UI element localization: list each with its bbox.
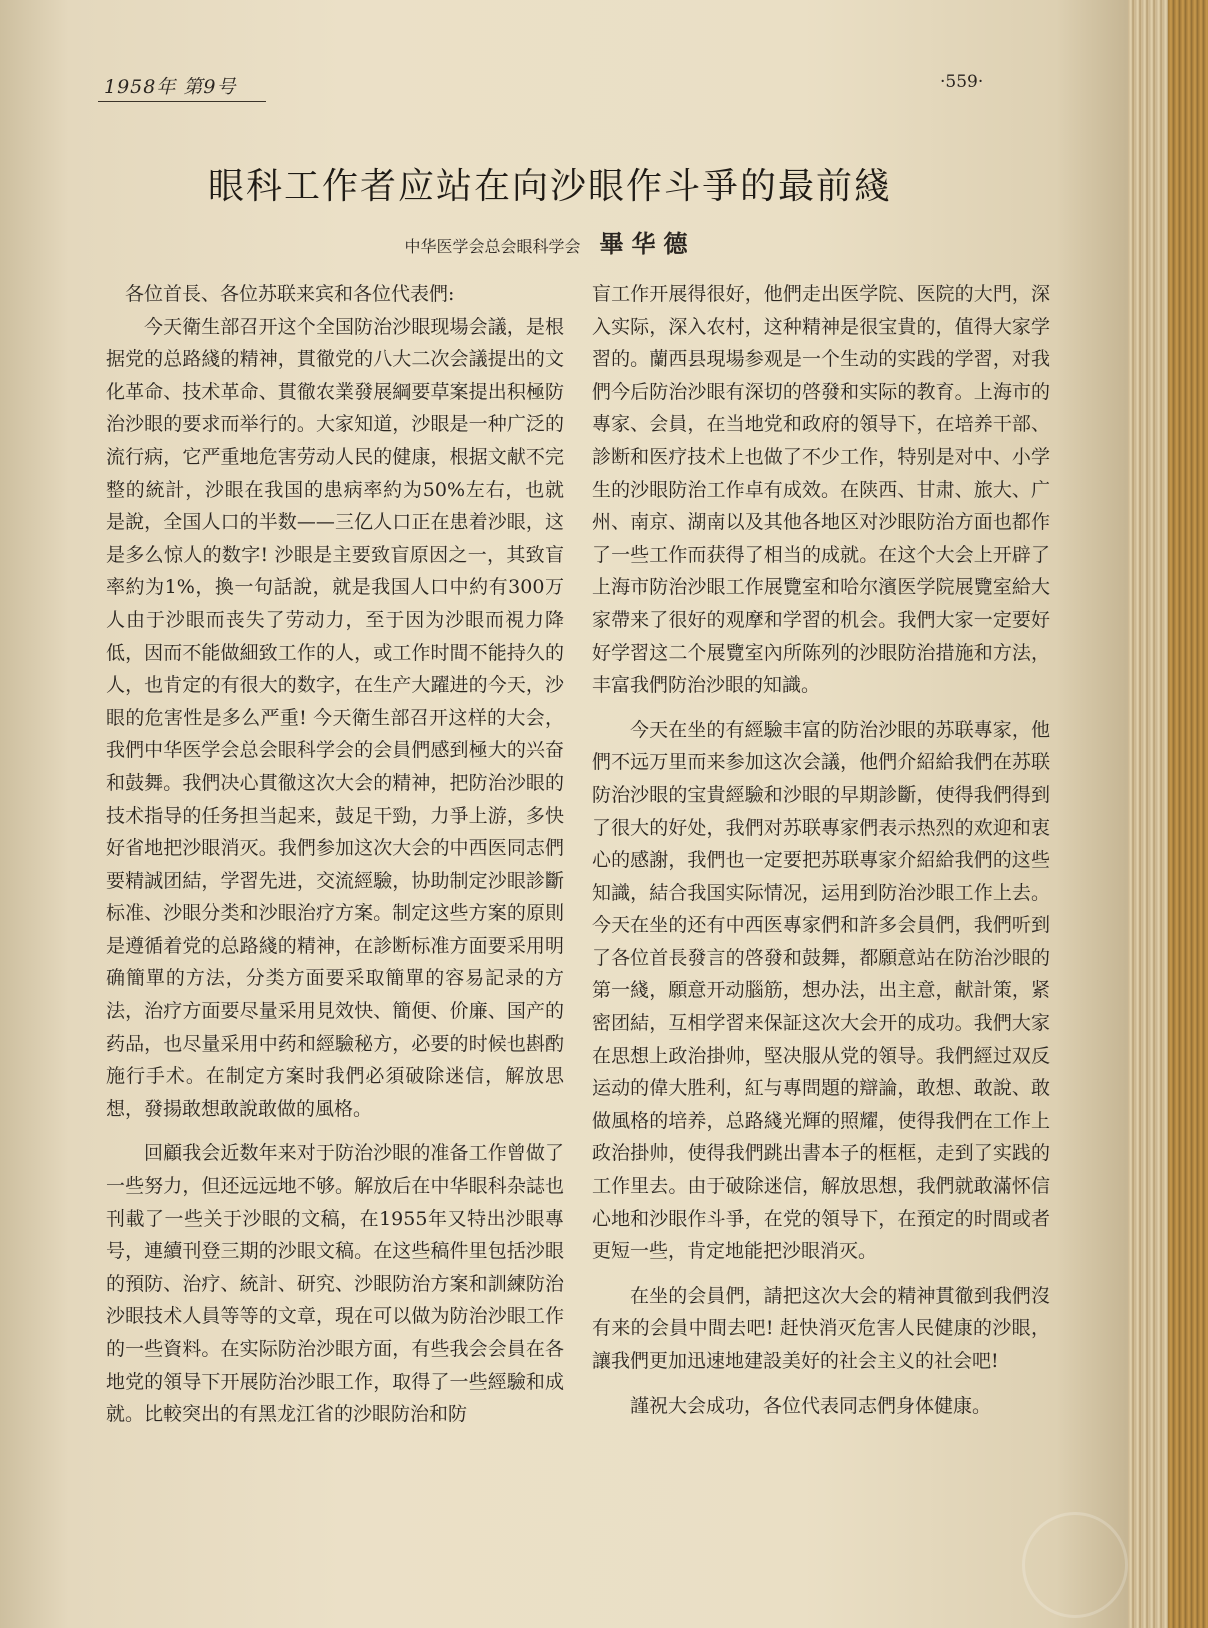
right-column [592, 278, 1050, 1434]
issue-header: 1958年 第9号 [98, 72, 266, 102]
paragraph: 回顧我会近数年来对于防治沙眼的准备工作曾做了一些努力，但还远远地不够。解放后在中华眼科杂誌也刊載了一些关于沙眼的文稿，在1955年又特出沙眼專号，連續刊登三期的沙眼文稿。在这些稿件里包括沙眼的預防、治疗、統計、研究、沙眼防治方案和訓練防治沙眼技术人員等等的文章，現在可以做为防治沙眼工作的一些資料。在实际防治沙眼方面，有些我会会員在各地党的領导下开展防治沙眼工作，取得了一些經驗和成就。比較突出的有黑龙江省的沙眼防治和防 [106, 1142, 564, 1426]
closing-line: 謹祝大会成功，各位代表同志們身体健康。 [630, 1394, 992, 1417]
byline [0, 224, 1100, 259]
book-page-edges [1128, 0, 1208, 1628]
paragraph: 今天在坐的有經驗丰富的防治沙眼的苏联專家，他們不远万里而来参加这次会議，他們介紹給我們在苏联防治沙眼的宝貴經驗和沙眼的早期診斷，使得我們得到了很大的好处，我們对苏联專家們表示热烈的欢迎和衷心的感謝，我們也一定要把苏联專家介紹給我們的这些知識，結合我国实际情况，运用到防治沙眼工作上去。今天在坐的还有中西医專家們和許多会員們，我們听到了各位首長發言的啓發和鼓舞，都願意站在防治沙眼的第一綫，願意开动腦筋，想办法，出主意，献計策，紧密团結，互相学習来保証这次大会开的成功。我們大家在思想上政治掛帅，堅决服从党的領导。我們經过双反运动的偉大胜利，紅与專問題的辯論，敢想、敢說、敢做風格的培养，总路綫光輝的照耀，使得我們在工作上政治掛帅，使得我們跳出書本子的框框，走到了实践的工作里去。由于破除迷信，解放思想，我們就敢滿怀信心地和沙眼作斗爭，在党的領导下，在預定的时間或者更短一些，肯定地能把沙眼消灭。 [592, 718, 1050, 1263]
salutation: 各位首長、各位苏联来宾和各位代表們: [125, 283, 455, 305]
watermark-seal [1022, 1512, 1128, 1618]
page-number: ·559· [940, 72, 984, 92]
article-title: 眼科工作者应站在向沙眼作斗爭的最前綫 [207, 166, 892, 207]
paragraph: 盲工作开展得很好，他們走出医学院、医院的大門，深入实际，深入农村，这种精神是很宝貴的，值得大家学習的。蘭西县現場参观是一个生动的实践的学習，对我們今后防治沙眼有深切的啓發和实际的教育。上海市的專家、会員，在当地党和政府的領导下，在培养干部、診断和医疗技术上也做了不少工作，特别是对中、小学生的沙眼防治工作卓有成效。在陕西、甘肃、旅大、广州、南京、湖南以及其他各地区对沙眼防治方面也都作了一些工作而获得了相当的成就。在这个大会上开辟了上海市防治沙眼工作展覽室和哈尔濱医学院展覽室給大家帶来了很好的观摩和学習的机会。我們大家一定要好好学習这二个展覽室內所陈列的沙眼防治措施和方法，丰富我們防治沙眼的知識。 [592, 283, 1050, 697]
left-column [106, 278, 564, 1443]
paragraph: 今天衛生部召开这个全国防治沙眼现場会議，是根据党的总路綫的精神，貫徹党的八大二次会議提出的文化革命、技术革命、貫徹农業發展綱要草案提出积極防治沙眼的要求而举行的。大家知道，沙眼是一种广泛的流行病，它严重地危害劳动人民的健康，根据文献不完整的統計，沙眼在我国的患病率約为50%左右，也就是說，全国人口的半数——三亿人口正在患着沙眼，这是多么惊人的数字! 沙眼是主要致盲原因之一，其致盲率約为1%，換一句話說，就是我国人口中約有300万人由于沙眼而丧失了劳动力，至于因为沙眼而視力降低，因而不能做細致工作的人，或工作时間不能持久的人，也肯定的有很大的数字，在生产大躍进的今天，沙眼的危害性是多么严重! 今天衛生部召开这样的大会，我們中华医学会总会眼科学会的会員們感到極大的兴奋和鼓舞。我們决心貫徹这次大会的精神，把防治沙眼的技术指导的任务担当起来，鼓足干勁，力爭上游，多快好省地把沙眼消灭。我們参加这次大会的中西医同志們要精誠团結，学習先进，交流經驗，协助制定沙眼診斷标准、沙眼分类和沙眼治疗方案。制定这些方案的原則是遵循着党的总路綫的精神，在診断标准方面要采用明确簡單的方法，分类方面要采取簡單的容易記录的方法，治疗方面要尽量采用見效快、簡便、价廉、国产的药品，也尽量采用中药和經驗秘方，必要的时候也斟酌施行手术。在制定方案时我們必須破除迷信，解放思想，發揚敢想敢說敢做的風格。 [106, 315, 564, 1120]
paragraph: 在坐的会員們，請把这次大会的精神貫徹到我們沒有来的会員中間去吧! 赶快消灭危害人民健康的沙眼，讓我們更加迅速地建設美好的社会主义的社会吧! [592, 1284, 1050, 1372]
author-affiliation: 中华医学会总会眼科学会 [404, 237, 581, 256]
author-name: 畢华德 [599, 229, 696, 258]
